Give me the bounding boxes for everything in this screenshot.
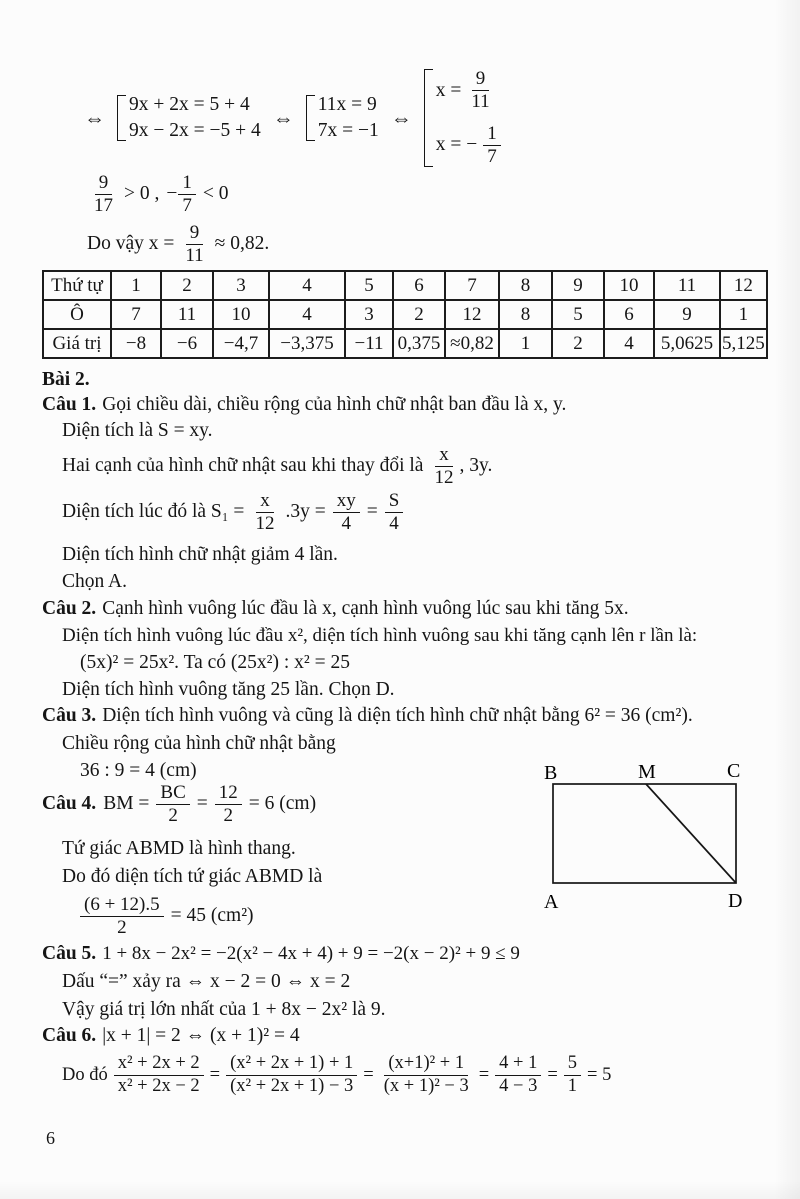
cau-4-heading: Câu 4. BM = $\frac{BC}{2}$ = $\frac{12}{2}$ = 6 (cm): [42, 781, 317, 826]
value-table: [42, 270, 768, 359]
cau-6-text: |x + 1| = 2 ⇔ (x + 1)² = 4: [102, 1025, 300, 1046]
cau-1-text: Gọi chiều dài, chiều rộng của hình chữ nhật ban đầu là x, y.: [102, 394, 567, 415]
cau-2-heading: [42, 595, 629, 622]
fraction: $\frac{x}{12}$: [434, 443, 454, 488]
equation: x = $\frac{9}{11}$: [436, 68, 501, 113]
sign-comparison-line: [90, 170, 229, 218]
cau-4-line-3: $\frac{(6 + 12).5}{2}$ = 45 (cm²): [80, 889, 254, 943]
cau-6-line-1: Do đó $\frac{\text{x² + 2x + 2}}{\text{x² + 2x − 2}}$ = $\frac{\text{(x² + 2x + 1) + 1}}{\text{(x² + 2x + 1) − 3}}$ = $\frac{\text{(x+1)² + 1}}{\text{(x + 1)² − 3}}$ = $\frac{4 + 1}{4 - 3}$ = $\frac{5}{1}$ = 5: [62, 1053, 612, 1096]
fraction: $\frac{12}{2}$: [215, 782, 242, 827]
cau-2-text: Cạnh hình vuông lúc đầu là x, cạnh hình vuông lúc sau khi tăng 5x.: [102, 598, 629, 619]
cau-2-label: Câu 2.: [42, 598, 97, 619]
cau-2-answer: Diện tích hình vuông tăng 25 lần. Chọn D.: [62, 679, 395, 700]
fraction: $\frac{9}{11}$: [471, 68, 490, 113]
table-row-gia-tri: Giá trị −8 −6 −4,7 −3,375 −11 0,375 ≈0,82 1 2 4 5,0625 5,125: [43, 329, 767, 358]
vertex-label-b: B: [544, 762, 558, 784]
fraction: $\frac{S}{4}$: [385, 490, 404, 535]
table-row-o: Ô 7 11 10 4 3 2 12 8 5 6 9 1: [43, 300, 767, 329]
cau-2-line-1: Diện tích hình vuông lúc đầu x², diện tích hình vuông sau khi tăng cạnh lên r lần là:: [62, 625, 698, 646]
cau-1-line-1: Diện tích là S = xy.: [62, 420, 213, 441]
fraction: $\frac{(6 + 12).5}{2}$: [80, 894, 164, 939]
cau-1-heading: [42, 391, 566, 418]
equation: 7x = −1: [317, 120, 379, 141]
equiv-systems-line: [84, 68, 501, 168]
cau-1-line-4: Diện tích hình chữ nhật giảm 4 lần.: [62, 544, 338, 565]
cau-1-label: Câu 1.: [42, 394, 97, 415]
fraction: $\frac{xy}{4}$: [333, 490, 360, 535]
cau-5-label: Câu 5.: [42, 943, 97, 964]
cau-3-line-1: Chiều rộng của hình chữ nhật bằng: [62, 733, 336, 754]
conclusion-line: Do vậy x = $\frac{9}{11}$ ≈ 0,82.: [87, 221, 270, 266]
fraction: $\frac{\text{(x+1)² + 1}}{\text{(x + 1)² − 3}}$: [383, 1053, 469, 1096]
equivalence-arrow: ⇔: [390, 105, 412, 130]
cau-4-line-1: Tứ giác ABMD là hình thang.: [62, 838, 296, 859]
cau-3-heading: [42, 702, 693, 729]
fraction: $\frac{9}{11}$: [185, 221, 204, 266]
cau-5-line-1: Dấu “=” xảy ra ⇔ x − 2 = 0 ⇔ x = 2: [62, 971, 351, 992]
equation: 9x + 2x = 5 + 4: [129, 94, 250, 115]
fraction: $\frac{\text{x² + 2x + 2}}{\text{x² + 2x − 2}}$: [114, 1053, 204, 1097]
equivalence-arrow: ⇔: [272, 105, 294, 130]
point-label-m: M: [638, 762, 656, 783]
rectangle-abcd-with-segment-md: [540, 762, 758, 914]
negative-fraction: − $\frac{1}{7}$: [166, 172, 196, 217]
page-number: 6: [46, 1128, 55, 1148]
cau-2-line-2: (5x)² = 25x². Ta có (25x²) : x² = 25: [80, 652, 351, 673]
scan-shadow-right: [774, 0, 800, 1199]
rectangle-diagram: [540, 762, 758, 919]
fraction: $\frac{\text{(x² + 2x + 1) + 1}}{\text{(x² + 2x + 1) − 3}}$: [226, 1053, 357, 1097]
vertex-label-c: C: [727, 762, 741, 782]
equation: 9x − 2x = −5 + 4: [129, 120, 261, 141]
fraction: $\frac{4 + 1}{4 - 3}$: [495, 1053, 541, 1097]
fraction: $\frac{9}{17}$: [94, 171, 113, 216]
comparison-text: > 0 ,: [124, 183, 160, 204]
cau-4-label: Câu 4.: [42, 793, 97, 814]
cau-5-line-2: Vậy giá trị lớn nhất của 1 + 8x − 2x² là 9.: [62, 999, 386, 1020]
cau-6-label: Câu 6.: [42, 1025, 97, 1046]
vertex-label-a: A: [544, 891, 559, 913]
equation-system-2: [306, 94, 379, 142]
cau-1-answer: Chọn A.: [62, 571, 128, 592]
fraction: $\frac{5}{1}$: [564, 1053, 581, 1097]
fraction: $\frac{x}{12}$: [255, 489, 275, 534]
segment-md: [646, 784, 736, 883]
comparison-text: < 0: [202, 183, 229, 204]
bai-2-heading: Bài 2.: [42, 369, 90, 390]
vertex-label-d: D: [728, 890, 743, 912]
cau-5-text: 1 + 8x − 2x² = −2(x² − 4x + 4) + 9 = −2(x − 2)² + 9 ≤ 9: [102, 943, 520, 964]
cau-5-heading: [42, 940, 520, 967]
cau-3-line-2: 36 : 9 = 4 (cm): [80, 760, 197, 781]
equation-system-3: [424, 68, 501, 167]
cau-1-line-3: Diện tích lúc đó là S₁ = $\frac{x}{12}$ .3y = $\frac{xy}{4}$ = $\frac{S}{4}$: [62, 487, 403, 537]
equation: 11x = 9: [317, 94, 377, 115]
table-row-thu-tu: Thứ tự 1 2 3 4 5 6 7 8 9 10 11 12: [43, 271, 767, 300]
cau-4-line-2: Do đó diện tích tứ giác ABMD là: [62, 866, 323, 887]
cau-3-label: Câu 3.: [42, 705, 97, 726]
fraction: $\frac{BC}{2}$: [156, 782, 189, 827]
equation: x = − $\frac{1}{7}$: [436, 123, 501, 168]
cau-1-line-2: Hai cạnh của hình chữ nhật sau khi thay đổi là $\frac{x}{12}$ , 3y.: [62, 443, 493, 488]
scan-shadow-bottom: [0, 1181, 800, 1199]
equation-system-1: [117, 94, 261, 142]
rectangle-abcd: [553, 784, 736, 883]
fraction: $\frac{1}{7}$: [483, 123, 501, 168]
cau-3-text: Diện tích hình vuông và cũng là diện tích hình chữ nhật bằng 6² = 36 (cm²).: [102, 705, 693, 726]
equivalence-arrow: ⇔: [84, 105, 105, 130]
